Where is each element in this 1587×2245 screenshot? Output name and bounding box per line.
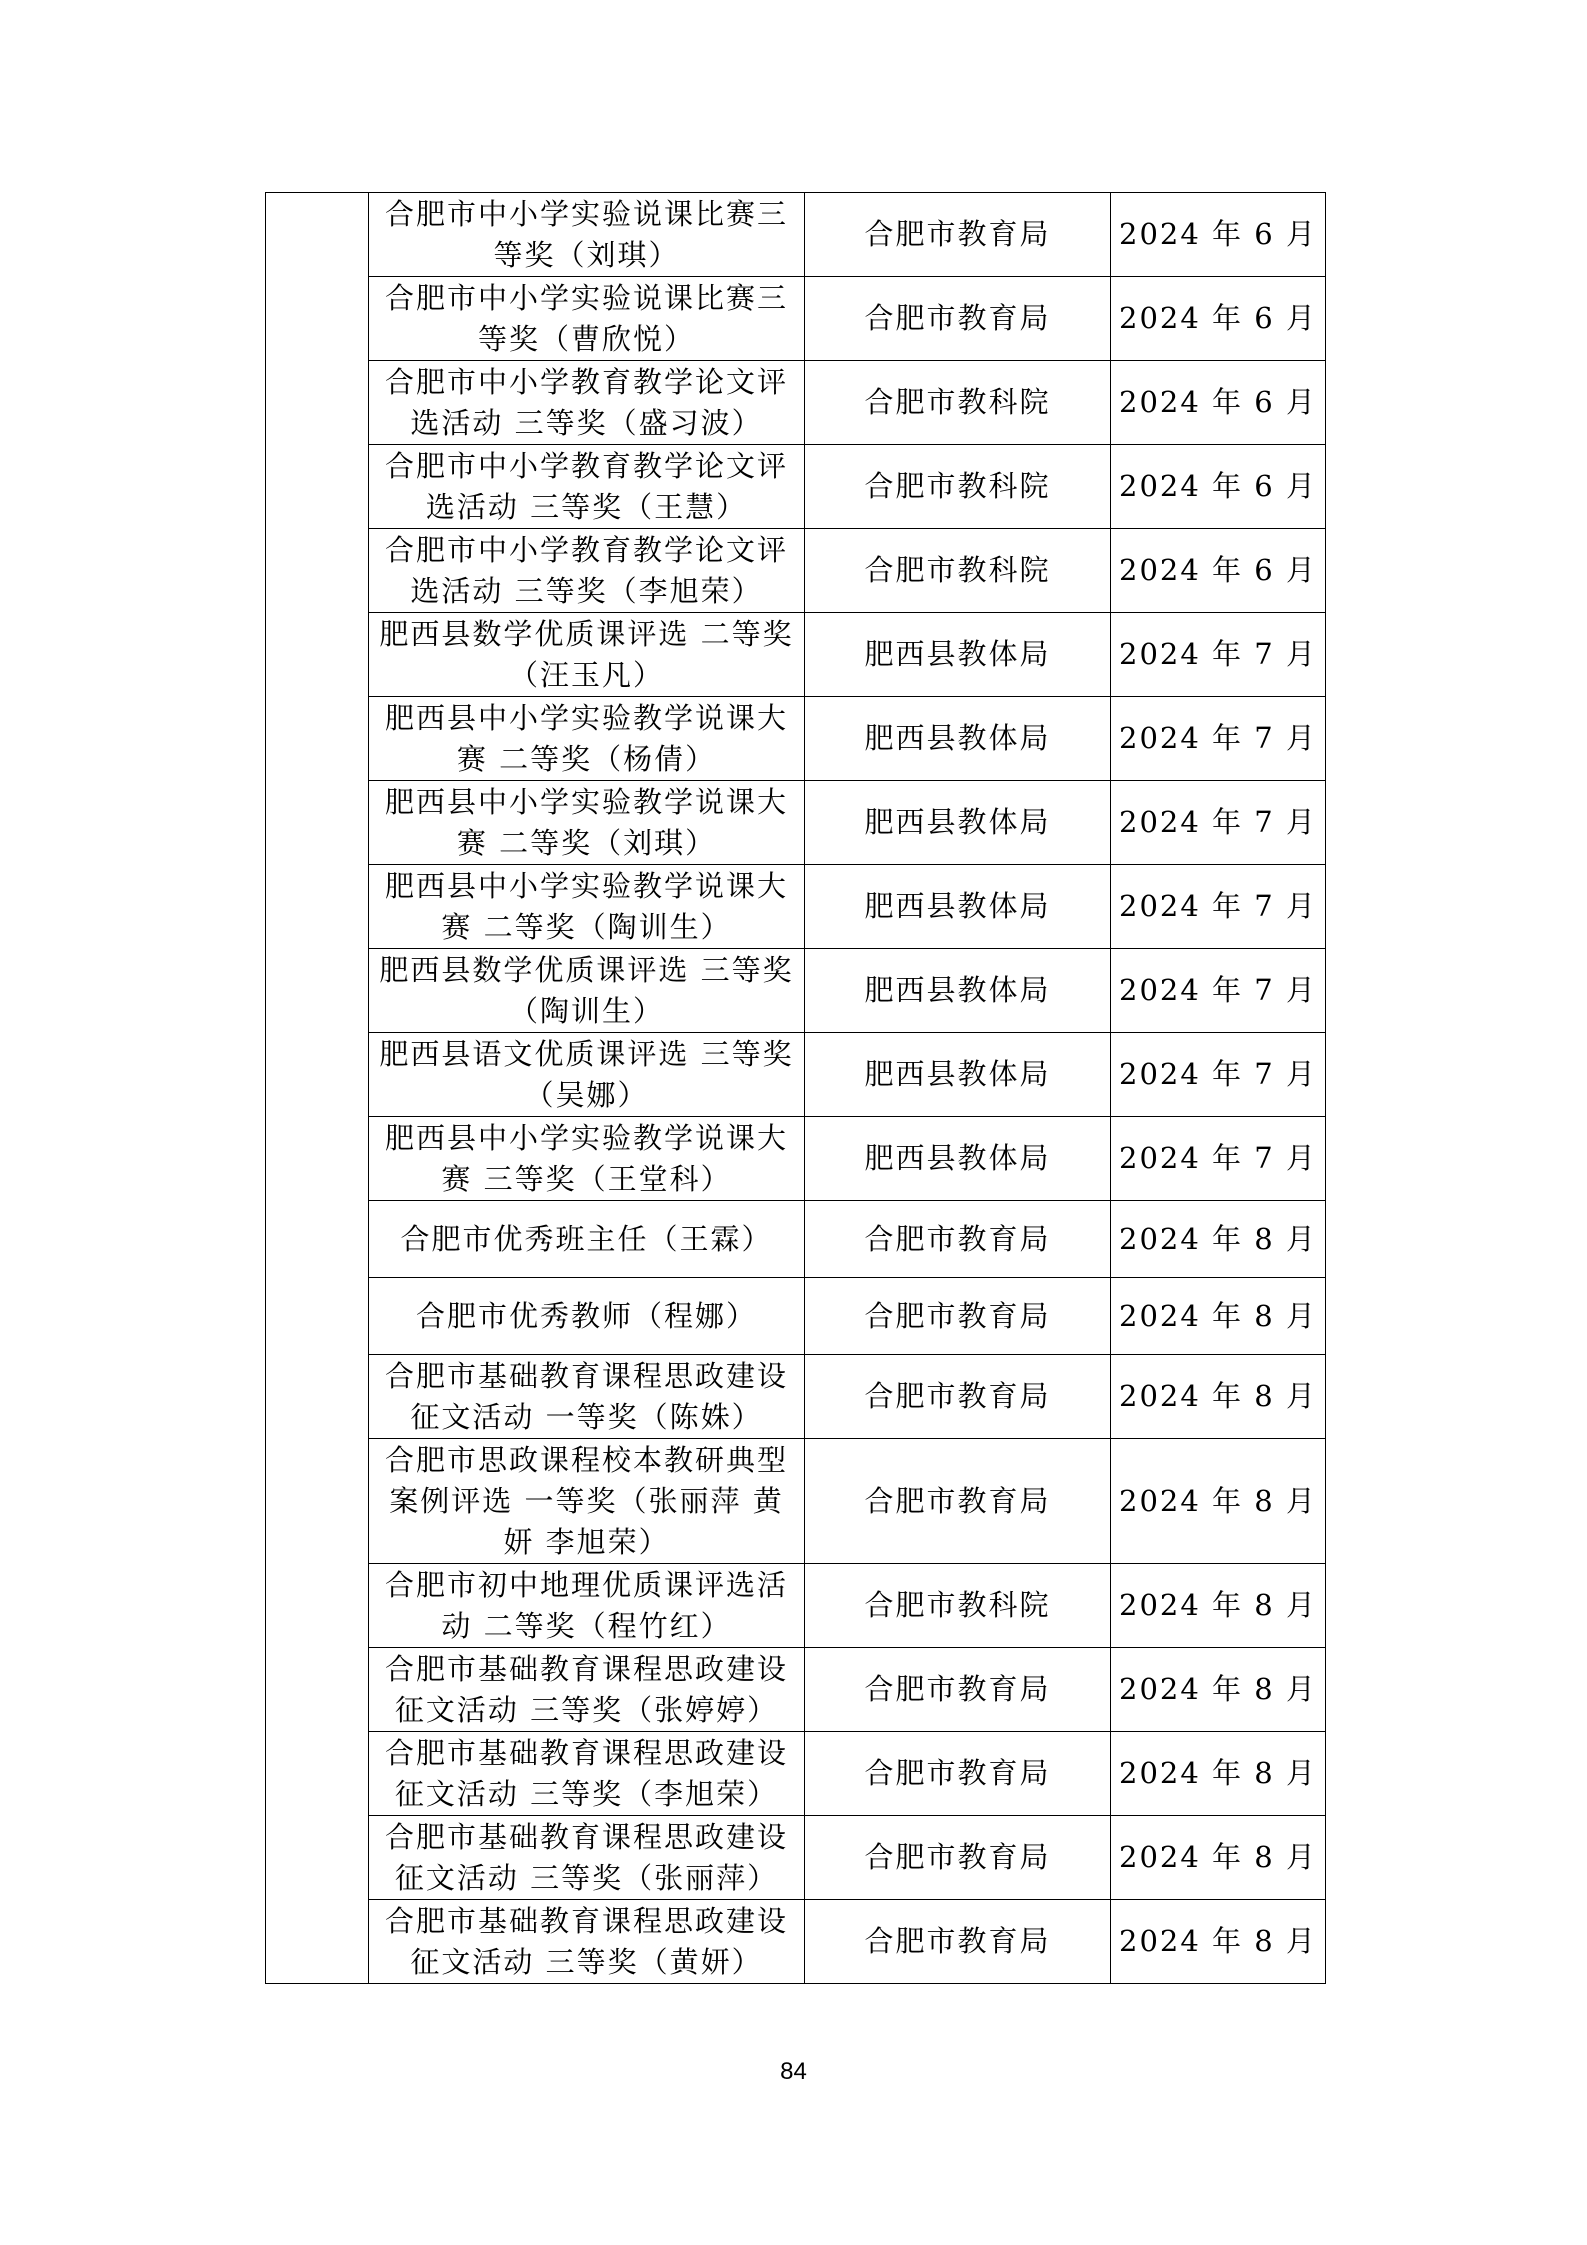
date-cell: 2024 年 8 月: [1111, 1900, 1326, 1984]
award-name: 合肥市中小学教育教学论文评选活动 三等奖（李旭荣）: [384, 532, 788, 608]
award-cell: [369, 193, 805, 277]
issuer-cell: 肥西县教体局: [805, 1033, 1111, 1117]
date-cell: 2024 年 7 月: [1111, 949, 1326, 1033]
award-name: 合肥市初中地理优质课评选活动 二等奖（程竹红）: [384, 1567, 788, 1643]
issuer-cell: 合肥市教育局: [805, 1648, 1111, 1732]
award-name: 肥西县中小学实验教学说课大赛 二等奖（陶训生）: [384, 868, 788, 944]
award-cell: [369, 1201, 805, 1278]
issuer-cell: 合肥市教科院: [805, 445, 1111, 529]
date-cell: 2024 年 8 月: [1111, 1201, 1326, 1278]
date-cell: 2024 年 8 月: [1111, 1648, 1326, 1732]
table-row: [266, 1439, 1326, 1564]
award-name: 肥西县数学优质课评选 二等奖（汪玉凡）: [379, 616, 794, 692]
table-row: [266, 445, 1326, 529]
award-cell: [369, 1900, 805, 1984]
award-name: 合肥市中小学实验说课比赛三等奖（曹欣悦）: [384, 280, 788, 356]
table-row: [266, 1278, 1326, 1355]
award-cell: [369, 361, 805, 445]
table-row: [266, 1900, 1326, 1984]
date-cell: 2024 年 8 月: [1111, 1355, 1326, 1439]
award-name: 肥西县中小学实验教学说课大赛 三等奖（王堂科）: [384, 1120, 788, 1196]
award-cell: [369, 781, 805, 865]
table-row: [266, 361, 1326, 445]
date-cell: 2024 年 8 月: [1111, 1439, 1326, 1564]
award-cell: [369, 1439, 805, 1564]
award-cell: [369, 1033, 805, 1117]
award-cell: [369, 1732, 805, 1816]
table-row: [266, 949, 1326, 1033]
date-cell: 2024 年 8 月: [1111, 1564, 1326, 1648]
table-row: [266, 1648, 1326, 1732]
issuer-cell: 肥西县教体局: [805, 781, 1111, 865]
date-cell: 2024 年 8 月: [1111, 1732, 1326, 1816]
issuer-cell: 合肥市教育局: [805, 1355, 1111, 1439]
date-cell: 2024 年 6 月: [1111, 277, 1326, 361]
category-cell: [266, 193, 369, 1984]
date-cell: 2024 年 7 月: [1111, 1117, 1326, 1201]
award-cell: [369, 1816, 805, 1900]
date-cell: 2024 年 7 月: [1111, 865, 1326, 949]
award-name: 肥西县中小学实验教学说课大赛 二等奖（刘琪）: [384, 784, 788, 860]
table-row: [266, 865, 1326, 949]
issuer-cell: 合肥市教科院: [805, 529, 1111, 613]
award-cell: [369, 865, 805, 949]
issuer-cell: 肥西县教体局: [805, 697, 1111, 781]
award-name: 合肥市优秀教师（程娜）: [415, 1298, 757, 1333]
table-row: [266, 1816, 1326, 1900]
issuer-cell: 合肥市教育局: [805, 1278, 1111, 1355]
issuer-cell: 合肥市教育局: [805, 1439, 1111, 1564]
date-cell: 2024 年 6 月: [1111, 445, 1326, 529]
award-name: 合肥市中小学教育教学论文评选活动 三等奖（王慧）: [384, 448, 788, 524]
award-cell: [369, 1278, 805, 1355]
award-cell: [369, 949, 805, 1033]
issuer-cell: 合肥市教育局: [805, 1201, 1111, 1278]
table-row: [266, 613, 1326, 697]
award-name: 肥西县语文优质课评选 三等奖（吴娜）: [379, 1036, 794, 1112]
table-row: [266, 1117, 1326, 1201]
issuer-cell: 肥西县教体局: [805, 865, 1111, 949]
page-number: 84: [780, 2058, 807, 2085]
date-cell: 2024 年 6 月: [1111, 529, 1326, 613]
award-cell: [369, 277, 805, 361]
table-row: [266, 1564, 1326, 1648]
date-cell: 2024 年 8 月: [1111, 1278, 1326, 1355]
award-name: 合肥市思政课程校本教研典型案例评选 一等奖（张丽萍 黄妍 李旭荣）: [384, 1442, 788, 1559]
award-name: 肥西县中小学实验教学说课大赛 二等奖（杨倩）: [384, 700, 788, 776]
awards-table: [265, 192, 1326, 1984]
award-name: 合肥市基础教育课程思政建设征文活动 三等奖（黄妍）: [384, 1903, 788, 1979]
award-name: 合肥市优秀班主任（王霖）: [400, 1221, 773, 1256]
award-name: 合肥市中小学教育教学论文评选活动 三等奖（盛习波）: [384, 364, 788, 440]
award-cell: [369, 1648, 805, 1732]
issuer-cell: 合肥市教育局: [805, 1900, 1111, 1984]
date-cell: 2024 年 6 月: [1111, 193, 1326, 277]
award-name: 合肥市基础教育课程思政建设征文活动 三等奖（张丽萍）: [384, 1819, 788, 1895]
award-name: 肥西县数学优质课评选 三等奖（陶训生）: [379, 952, 794, 1028]
table-row: [266, 277, 1326, 361]
issuer-cell: 合肥市教育局: [805, 277, 1111, 361]
issuer-cell: 合肥市教科院: [805, 1564, 1111, 1648]
issuer-cell: 肥西县教体局: [805, 949, 1111, 1033]
table-row: [266, 529, 1326, 613]
award-cell: [369, 1355, 805, 1439]
table-row: [266, 781, 1326, 865]
award-name: 合肥市基础教育课程思政建设征文活动 一等奖（陈姝）: [384, 1358, 788, 1434]
date-cell: 2024 年 7 月: [1111, 781, 1326, 865]
issuer-cell: 肥西县教体局: [805, 613, 1111, 697]
issuer-cell: 合肥市教育局: [805, 1816, 1111, 1900]
table-row: [266, 193, 1326, 277]
date-cell: 2024 年 7 月: [1111, 697, 1326, 781]
issuer-cell: 合肥市教育局: [805, 193, 1111, 277]
issuer-cell: 合肥市教科院: [805, 361, 1111, 445]
award-cell: [369, 1117, 805, 1201]
date-cell: 2024 年 6 月: [1111, 361, 1326, 445]
table-row: [266, 1732, 1326, 1816]
awards-table-body: [266, 193, 1326, 1984]
award-cell: [369, 697, 805, 781]
award-cell: [369, 613, 805, 697]
date-cell: 2024 年 7 月: [1111, 613, 1326, 697]
award-name: 合肥市基础教育课程思政建设征文活动 三等奖（李旭荣）: [384, 1735, 788, 1811]
date-cell: 2024 年 8 月: [1111, 1816, 1326, 1900]
award-cell: [369, 529, 805, 613]
table-row: [266, 1355, 1326, 1439]
award-cell: [369, 445, 805, 529]
issuer-cell: 肥西县教体局: [805, 1117, 1111, 1201]
table-row: [266, 697, 1326, 781]
table-row: [266, 1201, 1326, 1278]
award-name: 合肥市中小学实验说课比赛三等奖（刘琪）: [384, 196, 788, 272]
table-row: [266, 1033, 1326, 1117]
award-cell: [369, 1564, 805, 1648]
date-cell: 2024 年 7 月: [1111, 1033, 1326, 1117]
issuer-cell: 合肥市教育局: [805, 1732, 1111, 1816]
award-name: 合肥市基础教育课程思政建设征文活动 三等奖（张婷婷）: [384, 1651, 788, 1727]
